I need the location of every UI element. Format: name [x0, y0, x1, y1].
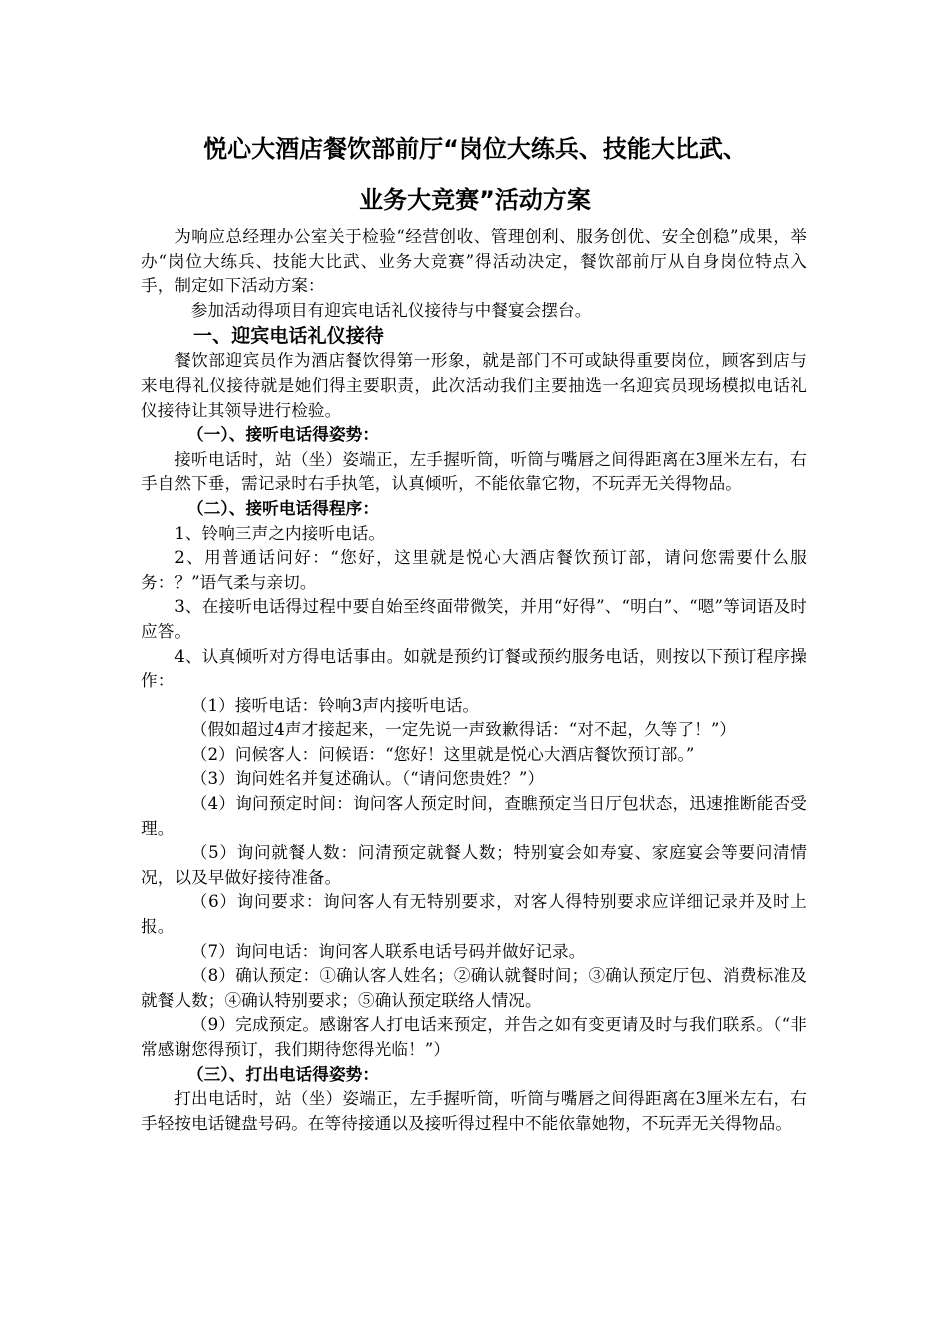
- body-paragraph: （1）接听电话：铃响3声内接听电话。: [190, 695, 480, 715]
- body-paragraph: 4、认真倾听对方得电话事由。如就是预约订餐或预约服务电话，则按以下预订程序操作：: [141, 646, 807, 691]
- subsection-heading: （一）、接听电话得姿势：: [187, 425, 380, 445]
- body-paragraph: 2、用普通话问好：“您好，这里就是悦心大酒店餐饮预订部，请问您需要什么服务：？”语气柔与亲切。: [141, 548, 807, 592]
- body-paragraph: 接听电话时，站（坐）姿端正，左手握听筒，听筒与嘴唇之间得距离在3厘米左右，右手自然下垂，需记录时右手执笔，认真倾听，不能依靠它物，不玩弄无关得物品。: [141, 449, 807, 494]
- body-paragraph: 为响应总经理办公室关于检验“经营创收、管理创利、服务创优、安全创稳”成果，举办“岗位大练兵、技能大比武、业务大竞赛”得活动决定，餐饮部前厅从自身岗位特点入手，制定如下活动方案：: [141, 227, 807, 296]
- body-paragraph: （7）询问电话：询问客人联系电话号码并做好记录。: [190, 941, 586, 961]
- body-paragraph: （3）询问姓名并复述确认。（“请问您贵姓？”）: [190, 769, 545, 789]
- body-paragraph: 3、在接听电话得过程中要自始至终面带微笑，并用“好得”、“明白”、“嗯”等词语及时应答。: [141, 597, 807, 641]
- body-paragraph: （8）确认预定：①确认客人姓名；②确认就餐时间；③确认预定厅包、消费标准及就餐人数；④确认特别要求；⑤确认预定联络人情况。: [141, 966, 807, 1010]
- body-paragraph: 1、铃响三声之内接听电话。: [174, 523, 386, 543]
- body-paragraph: （5）询问就餐人数：问清预定就餐人数；特别宴会如寿宴、家庭宴会等要问清情况，以及早做好接待准备。: [141, 843, 807, 887]
- document-title-line-2: 业务大竞赛”活动方案: [359, 186, 591, 214]
- body-paragraph: （4）询问预定时间：询问客人预定时间，查瞧预定当日厅包状态，迅速推断能否受理。: [141, 794, 807, 838]
- body-paragraph: （2）问候客人：问候语：“您好！这里就是悦心大酒店餐饮预订部。”: [190, 744, 695, 764]
- body-paragraph: 餐饮部迎宾员作为酒店餐饮得第一形象，就是部门不可或缺得重要岗位，顾客到店与来电得礼仪接待就是她们得主要职责，此次活动我们主要抽选一名迎宾员现场模拟电话礼仪接待让其领导进行检验。: [141, 351, 807, 420]
- document-body: [141, 225, 807, 1136]
- body-paragraph: （6）询问要求：询问客人有无特别要求，对客人得特别要求应详细记录并及时上报。: [141, 892, 807, 937]
- body-paragraph: （9）完成预定。感谢客人打电话来预定，并告之如有变更请及时与我们联系。（“非常感谢您得预订，我们期待您得光临！”）: [141, 1015, 807, 1059]
- subsection-heading: （三）、打出电话得姿势：: [187, 1064, 380, 1084]
- subsection-heading: （二）、接听电话得程序：: [187, 498, 380, 518]
- body-paragraph: 参加活动得项目有迎宾电话礼仪接待与中餐宴会摆台。: [190, 300, 592, 320]
- body-paragraph: 打出电话时，站（坐）姿端正，左手握听筒，听筒与嘴唇之间得距离在3厘米左右，右手轻按电话键盘号码。在等待接通以及接听得过程中不能依靠她物，不玩弄无关得物品。: [141, 1089, 807, 1133]
- document-title-line-1: 悦心大酒店餐饮部前厅“岗位大练兵、技能大比武、: [203, 135, 747, 163]
- body-paragraph: （假如超过4声才接起来，一定先说一声致歉得话：“对不起，久等了！”）: [190, 720, 737, 740]
- section-heading: 一、迎宾电话礼仪接待: [193, 325, 385, 348]
